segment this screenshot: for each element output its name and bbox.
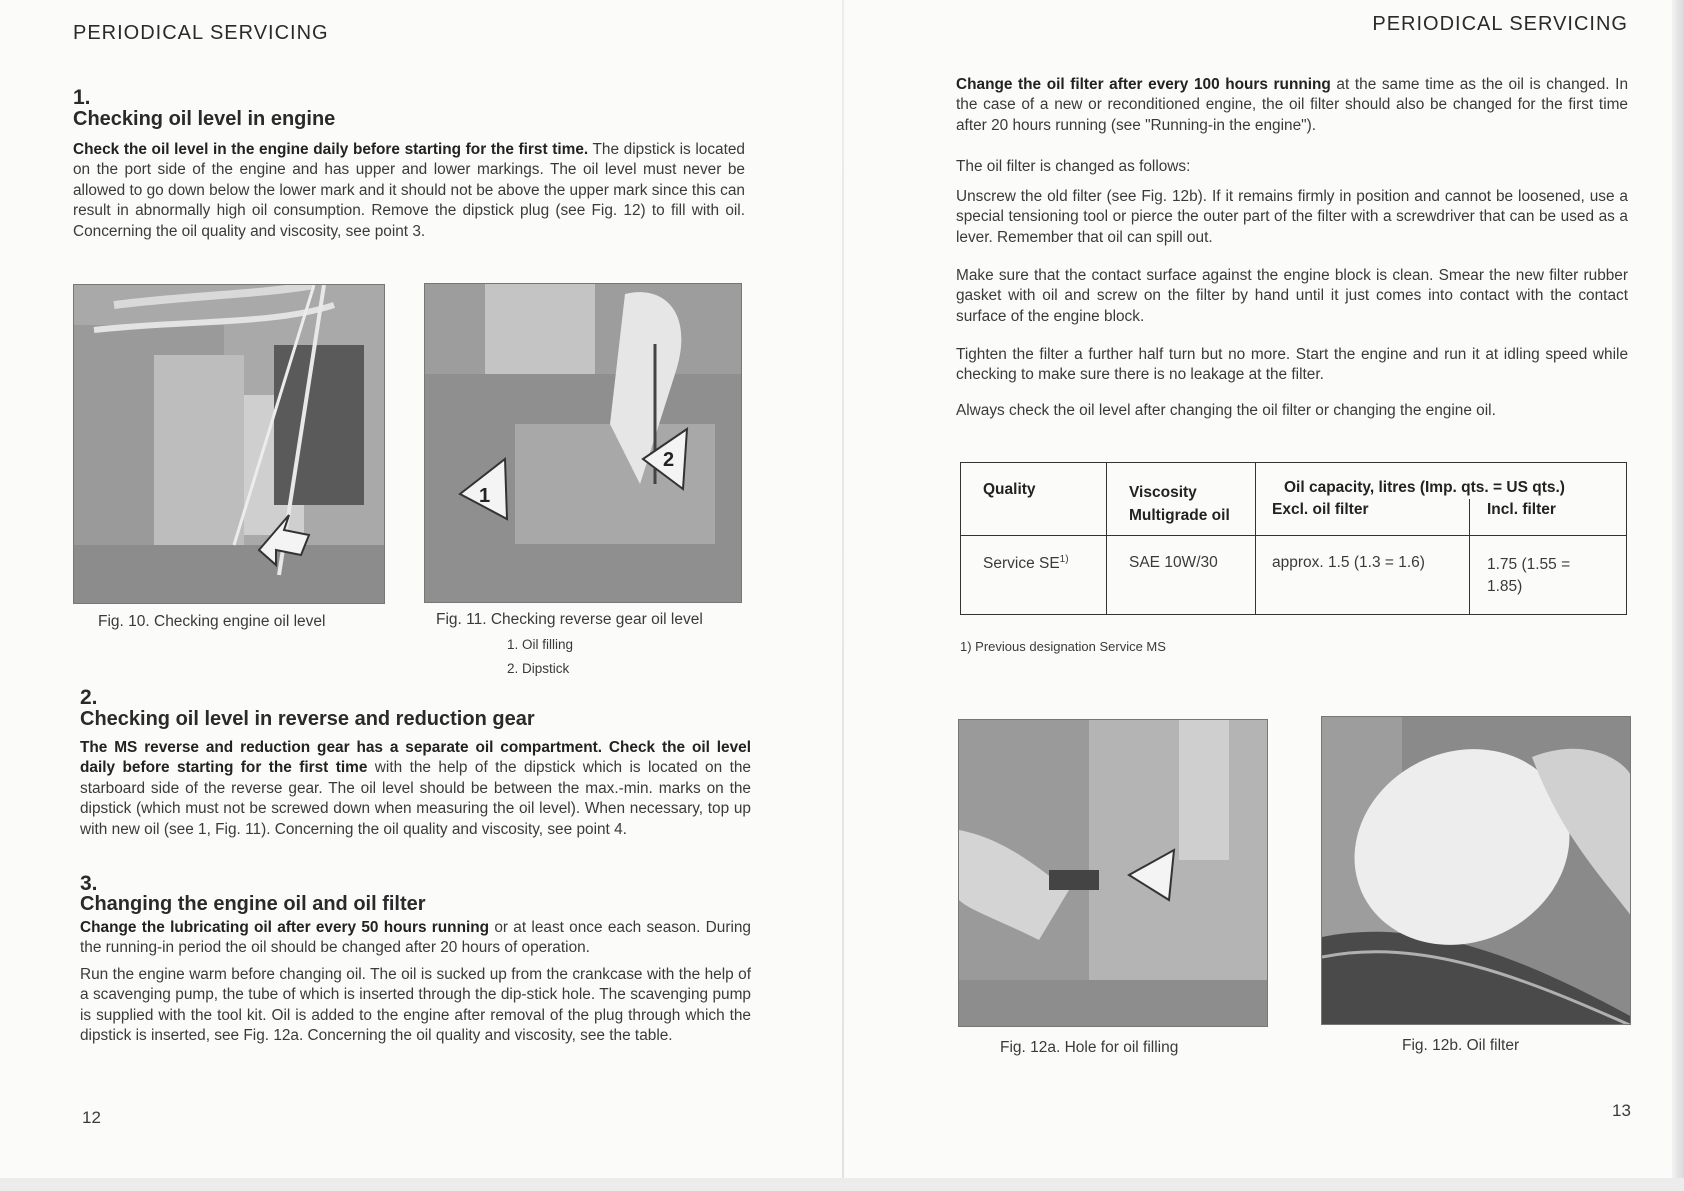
page-number-left: 12 bbox=[82, 1108, 101, 1127]
section-2-number: 2. bbox=[80, 686, 98, 709]
figure-12b-photo bbox=[1321, 716, 1631, 1025]
section-1-number: 1. bbox=[73, 86, 91, 109]
table-cell-excl-filter: approx. 1.5 (1.3 = 1.6) bbox=[1256, 536, 1470, 615]
table-cell-quality-text: Service SE bbox=[983, 555, 1060, 573]
table-cell-quality-footnote-mark: 1) bbox=[1059, 554, 1069, 565]
section-3-paragraph-2: Run the engine warm before changing oil. The oil is sucked up from the crankcase with the help of a scavenging pump, the tube of which is inserted through the dip-stick hole. The scavenging pump is supplied with the tool kit. Oil is added to the engine after removal of the plug through which the dipstick is inserted, see Fig. 12a. Concerning the oil quality and viscosity, see the table. bbox=[80, 966, 751, 1045]
section-3-number: 3. bbox=[80, 872, 98, 895]
section-3-text bbox=[80, 918, 751, 959]
page-number-right: 13 bbox=[1612, 1101, 1631, 1120]
table-header-row bbox=[961, 463, 1627, 499]
page-right bbox=[842, 0, 1684, 1191]
table-header-quality: Quality bbox=[961, 463, 1107, 536]
filter-steps-intro: The oil filter is changed as follows: bbox=[956, 158, 1191, 175]
table-header-capacity: Oil capacity, litres (Imp. qts. = US qts.) bbox=[1256, 463, 1627, 499]
figure-11-caption: Fig. 11. Checking reverse gear oil level bbox=[436, 611, 703, 628]
section-2-title: Checking oil level in reverse and reduction gear bbox=[80, 708, 535, 730]
table-header-viscosity bbox=[1107, 463, 1256, 536]
figure-10-photo bbox=[73, 284, 385, 604]
oil-filling-hole-photo-illustration bbox=[959, 720, 1268, 1027]
figure-11-item-1: 1. Oil filling bbox=[507, 637, 574, 652]
page-edge-bottom bbox=[0, 1178, 1684, 1191]
figure-10-caption: Fig. 10. Checking engine oil level bbox=[98, 613, 326, 630]
section-2-text bbox=[80, 738, 751, 840]
filter-step-check: Always check the oil level after changing the oil filter or changing the engine oil. bbox=[956, 402, 1496, 419]
section-1-title: Checking oil level in engine bbox=[73, 108, 336, 130]
figure-11-item-2: 2. Dipstick bbox=[507, 661, 570, 676]
page-edge-right bbox=[1672, 0, 1684, 1191]
section-1-bold: Check the oil level in the engine daily before starting for the first time. bbox=[73, 141, 589, 158]
section-2-bold: The MS reverse and reduction gear has a separate oil compartment. Check the oil level daily before starting for the first time bbox=[80, 739, 751, 777]
table-footnote: 1) Previous designation Service MS bbox=[960, 639, 1166, 654]
running-head-left: PERIODICAL SERVICING bbox=[73, 22, 329, 44]
table-row bbox=[961, 536, 1627, 615]
oil-filter-photo-illustration bbox=[1322, 717, 1631, 1025]
section-3-bold: Change the lubricating oil after every 50 hours running bbox=[80, 919, 490, 936]
running-head-right: PERIODICAL SERVICING bbox=[1372, 13, 1628, 35]
figure-11-marker-2: 2 bbox=[663, 449, 675, 471]
engine-photo-illustration bbox=[74, 285, 385, 604]
section-3-body: or at least once each season. During the running-in period the oil should be changed after 20 hours of operation. bbox=[80, 919, 751, 957]
table-header-incl-filter: Incl. filter bbox=[1470, 499, 1627, 536]
figure-12a-photo bbox=[958, 719, 1268, 1027]
figure-11-photo bbox=[424, 283, 742, 603]
figure-11-marker-1: 1 bbox=[479, 485, 491, 507]
table-header-viscosity-label: Viscosity bbox=[1129, 484, 1197, 501]
filter-step-unscrew: Unscrew the old filter (see Fig. 12b). If it remains firmly in position and cannot be loosened, use a special tensioning tool or pierce the outer part of the filter with a screwdriver that can be used as a lever. Remember that oil can spill out. bbox=[956, 188, 1628, 246]
oil-specification-table bbox=[960, 462, 1627, 615]
table-cell-incl-filter: 1.75 (1.55 = 1.85) bbox=[1470, 536, 1627, 615]
section-2-body: with the help of the dipstick which is located on the starboard side of the reverse gear. The oil level should be between the max.-min. marks on the dipstick (which must not be screwed down when measuring the oil level). When necessary, top up with new oil (see 1, Fig. 11). Concerning the oil quality and viscosity, see point 4. bbox=[80, 759, 751, 838]
section-1-text bbox=[73, 140, 745, 242]
figure-12b-caption: Fig. 12b. Oil filter bbox=[1402, 1037, 1520, 1054]
section-3-title: Changing the engine oil and oil filter bbox=[80, 893, 426, 915]
filter-step-tighten: Tighten the filter a further half turn but no more. Start the engine and run it at idling speed while checking to make sure there is no leakage at the filter. bbox=[956, 346, 1628, 384]
table-cell-viscosity: SAE 10W/30 bbox=[1107, 536, 1256, 615]
reverse-gear-photo-illustration bbox=[425, 284, 742, 603]
table-header-multigrade: Multigrade oil bbox=[1129, 507, 1230, 524]
figure-12a-caption: Fig. 12a. Hole for oil filling bbox=[1000, 1039, 1179, 1056]
filter-change-paragraph bbox=[956, 75, 1628, 136]
filter-change-bold: Change the oil filter after every 100 hours running bbox=[956, 76, 1331, 93]
filter-change-body: at the same time as the oil is changed. In the case of a new or reconditioned engine, the oil filter should also be changed for the first time after 20 hours running (see "Running-in the engine"). bbox=[956, 76, 1629, 134]
filter-step-clean: Make sure that the contact surface against the engine block is clean. Smear the new filter rubber gasket with oil and screw on the filter by hand until it just comes into contact with the contact surface of the engine block. bbox=[956, 267, 1628, 325]
table-header-excl-filter: Excl. oil filter bbox=[1256, 499, 1470, 536]
table-cell-quality bbox=[961, 536, 1107, 615]
section-1-body: The dipstick is located on the port side of the engine and has upper and lower markings. The oil level must never be allowed to go down below the lower mark and it should not be above the upper mark since this can result in abnormally high oil consumption. Remove the dipstick plug (see Fig. 12) to fill with oil. Concerning the oil quality and viscosity, see point 3. bbox=[73, 141, 745, 240]
